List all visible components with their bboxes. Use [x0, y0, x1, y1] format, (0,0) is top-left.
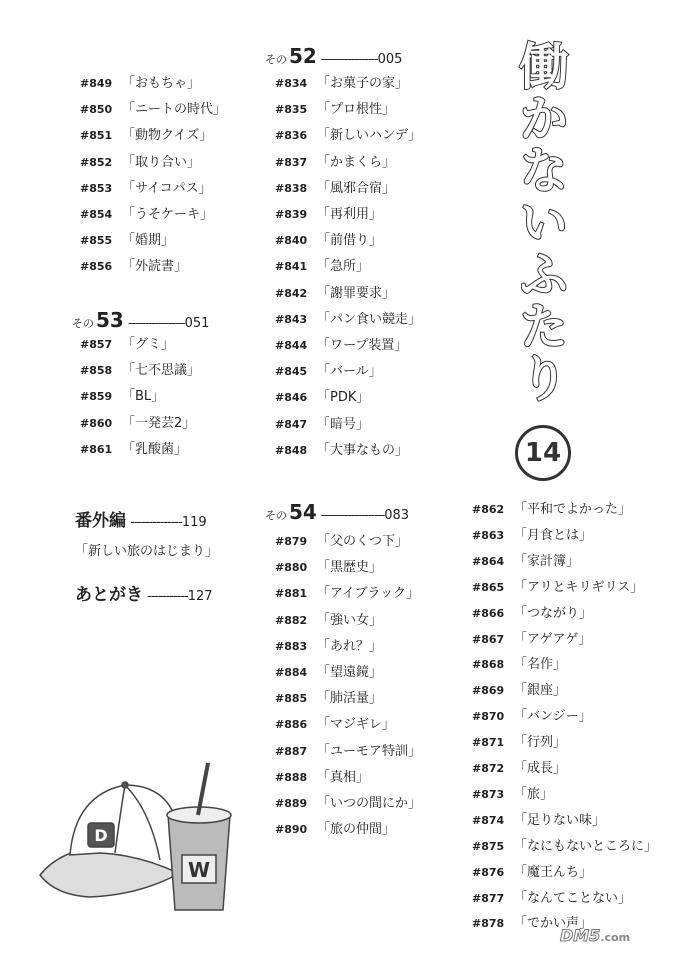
episode-title: 「旅」	[514, 786, 554, 802]
episode-title: 「かまくら」	[317, 154, 396, 170]
episode-number: #837	[275, 155, 308, 169]
episode-title: 「家計簿」	[514, 553, 580, 569]
episode-title: 「肺活量」	[317, 691, 383, 707]
episode-row	[275, 582, 419, 601]
episode-number: #855	[80, 234, 113, 248]
site-logo	[560, 926, 630, 945]
episode-number: #842	[275, 286, 308, 300]
episode-row	[472, 550, 579, 569]
episode-row	[275, 439, 408, 458]
episode-row	[472, 809, 605, 828]
episode-row	[80, 255, 187, 274]
episode-number: #853	[80, 181, 113, 195]
episode-title: 「おもちゃ」	[122, 76, 201, 91]
episode-number: #883	[275, 639, 308, 653]
episode-row	[472, 576, 643, 595]
episode-row	[472, 679, 566, 698]
episode-row	[275, 818, 395, 837]
episode-row	[275, 308, 421, 327]
episode-title: 「平和でよかった」	[514, 502, 632, 517]
episode-title: 「ニートの時代」	[122, 102, 227, 118]
episode-row	[80, 98, 226, 117]
episode-number: #884	[275, 666, 308, 679]
episode-title: 「強い女」	[317, 612, 383, 628]
episode-title: 「ワープ装置」	[317, 338, 408, 353]
episode-row	[80, 72, 200, 91]
episode-title: 「サイコパス」	[122, 180, 212, 196]
episode-title: 「お菓子の家」	[317, 76, 409, 91]
section-prefix: その	[72, 317, 94, 330]
episode-row	[275, 72, 408, 91]
episode-title: 「取り合い」	[122, 154, 201, 170]
episode-number: #869	[472, 684, 505, 698]
episode-row	[275, 98, 395, 117]
episode-number: #866	[472, 606, 505, 620]
episode-row	[275, 635, 382, 654]
episode-title: 「バール」	[317, 364, 382, 380]
episode-number: #846	[275, 391, 308, 405]
episode-number: #863	[472, 528, 505, 542]
logo-suffix: .com	[600, 931, 631, 944]
episode-title: 「再利用」	[317, 207, 383, 222]
episode-number: #859	[80, 390, 113, 404]
leader-dots: -------------------	[320, 508, 385, 522]
episode-number: #861	[80, 442, 113, 456]
episode-number: #882	[275, 613, 308, 627]
section-number: 54	[289, 500, 317, 524]
episode-row	[80, 385, 164, 404]
episode-row	[275, 713, 395, 732]
episode-title: 「なんてことない」	[514, 890, 632, 906]
episode-number: #875	[472, 839, 505, 853]
episode-title: 「バンジー」	[514, 709, 592, 725]
episode-title: 「あれ？」	[317, 638, 383, 654]
episode-title: 「旅の仲間」	[317, 822, 396, 838]
cup-letter: W	[187, 858, 211, 882]
episode-number: #838	[275, 181, 308, 195]
episode-title: 「成長」	[514, 761, 567, 776]
section-prefix: その	[265, 509, 287, 522]
episode-number: #840	[275, 234, 308, 248]
episode-number: #856	[80, 260, 113, 274]
episode-row	[275, 151, 395, 170]
afterword-header	[75, 580, 213, 605]
cap-letter: D	[94, 826, 108, 845]
episode-row	[275, 609, 382, 628]
episode-number: #886	[275, 718, 308, 732]
episode-title: 「PDK」	[317, 390, 370, 406]
episode-number: #874	[472, 813, 505, 827]
section-page: 005	[377, 52, 403, 67]
episode-row	[275, 766, 369, 785]
episode-row	[80, 412, 195, 431]
episode-number: #834	[275, 77, 308, 90]
episode-title: 「月食とは」	[514, 527, 593, 543]
episode-title: 「謝罪要求」	[317, 285, 396, 301]
episode-number: #836	[275, 129, 308, 143]
episode-title: 「前借り」	[317, 233, 383, 249]
episode-row	[472, 705, 592, 724]
episode-number: #845	[275, 365, 308, 379]
episode-row	[472, 653, 566, 672]
episode-number: #858	[80, 364, 113, 378]
episode-number: #871	[472, 736, 505, 750]
section-number: 53	[96, 308, 124, 332]
episode-row	[472, 861, 592, 880]
episode-row	[275, 282, 395, 301]
episode-number: #889	[275, 797, 308, 810]
section-page: 051	[184, 316, 210, 331]
episode-number: #865	[472, 580, 505, 594]
episode-number: #862	[472, 503, 505, 516]
episode-title: 「父のくつ下」	[317, 534, 409, 549]
episode-number: #844	[275, 339, 308, 352]
afterword-page: 127	[187, 589, 213, 604]
leader-dots: -----------------	[320, 52, 378, 66]
leader-dots: -----------	[147, 589, 188, 604]
episode-number: #881	[275, 587, 308, 601]
episode-title: 「望遠鏡」	[317, 665, 383, 680]
episode-title: 「名作」	[514, 657, 567, 673]
episode-row	[275, 740, 421, 759]
episode-title: 「プロ根性」	[317, 102, 396, 118]
section-page: 083	[384, 508, 410, 523]
episode-number: #849	[80, 77, 113, 90]
episode-title: 「黒歴史」	[317, 560, 383, 576]
episode-number: #879	[275, 535, 308, 548]
episode-number: #868	[472, 658, 505, 672]
leader-dots: -----------------	[127, 316, 185, 330]
episode-row	[80, 359, 200, 378]
episode-title: 「マジギレ」	[317, 717, 395, 733]
episode-number: #880	[275, 561, 308, 575]
episode-row	[80, 177, 212, 196]
episode-number: #870	[472, 710, 505, 724]
episode-title: 「アゲアゲ」	[514, 631, 592, 647]
episode-title: 「暗号」	[317, 416, 370, 432]
episode-number: #872	[472, 762, 505, 775]
episode-number: #851	[80, 129, 113, 143]
extra-chapter-header	[75, 506, 207, 531]
episode-row	[80, 203, 213, 222]
episode-number: #873	[472, 787, 505, 801]
episode-title: 「アイブラック」	[317, 586, 420, 602]
episode-title: 「つながり」	[514, 605, 593, 621]
episode-row	[80, 333, 174, 352]
extra-label: 番外編	[75, 511, 126, 531]
episode-title: 「七不思議」	[122, 363, 201, 379]
episode-number: #848	[275, 443, 308, 457]
episode-title: 「大事なもの」	[317, 442, 409, 458]
extra-page: 119	[181, 515, 207, 530]
episode-row	[275, 792, 421, 811]
episode-title: 「BL」	[122, 389, 165, 405]
episode-number: #843	[275, 312, 308, 326]
volume-badge: 14	[515, 425, 571, 481]
episode-number: #841	[275, 260, 308, 274]
episode-row	[80, 438, 187, 457]
episode-row	[472, 731, 566, 750]
episode-row	[275, 229, 382, 248]
episode-row	[472, 757, 566, 776]
episode-row	[472, 524, 592, 543]
episode-title: 「魔王んち」	[514, 864, 593, 880]
section-header-54	[265, 500, 409, 524]
section-header-53	[72, 308, 209, 332]
episode-number: #857	[80, 338, 113, 351]
episode-title: 「パン食い競走」	[317, 311, 422, 327]
episode-number: #847	[275, 417, 308, 431]
episode-title: 「行列」	[514, 735, 567, 751]
logo-main: DM5	[560, 926, 601, 945]
episode-title: 「グミ」	[122, 337, 175, 352]
episode-row	[275, 124, 421, 143]
leader-dots: --------------	[130, 515, 182, 530]
afterword-label: あとがき	[75, 585, 143, 605]
episode-number: #850	[80, 103, 113, 117]
episode-number: #876	[472, 865, 505, 879]
episode-row	[80, 124, 212, 143]
episode-title: 「乳酸菌」	[122, 441, 188, 457]
episode-row	[472, 498, 631, 517]
episode-title: 「風邪合宿」	[317, 180, 396, 196]
section-number: 52	[289, 44, 317, 68]
episode-row	[80, 229, 174, 248]
episode-number: #860	[80, 416, 113, 430]
episode-number: #887	[275, 744, 308, 758]
episode-title: 「うそケーキ」	[122, 207, 214, 222]
book-title: 働かないふたり	[511, 40, 569, 404]
section-header-52	[265, 44, 402, 68]
episode-number: #854	[80, 208, 113, 221]
episode-row	[472, 887, 631, 906]
episode-title: 「アリとキリギリス」	[514, 579, 644, 595]
episode-title: 「婚期」	[122, 233, 175, 249]
episode-row	[275, 255, 369, 274]
episode-row	[275, 530, 408, 549]
episode-title: 「足りない味」	[514, 812, 606, 828]
episode-row	[472, 628, 591, 647]
episode-title: 「動物クイズ」	[122, 128, 213, 144]
episode-row	[275, 386, 369, 405]
episode-row	[275, 203, 382, 222]
episode-number: #839	[275, 208, 308, 221]
episode-row	[275, 177, 395, 196]
episode-title: 「急所」	[317, 259, 370, 275]
episode-title: 「ユーモア特訓」	[317, 743, 422, 759]
episode-row	[275, 413, 369, 432]
episode-row	[275, 661, 382, 680]
episode-number: #890	[275, 823, 308, 837]
episode-title: 「一発芸2」	[122, 415, 196, 431]
episode-number: #885	[275, 692, 308, 706]
episode-number: #878	[472, 917, 505, 931]
episode-row	[275, 360, 382, 379]
episode-number: #864	[472, 554, 505, 568]
cap-and-cup-illustration	[30, 755, 250, 915]
episode-number: #835	[275, 103, 308, 117]
episode-title: 「でかい声」	[514, 916, 593, 932]
episode-title: 「銀座」	[514, 683, 567, 699]
episode-number: #877	[472, 891, 505, 905]
episode-title: 「真相」	[317, 769, 370, 785]
episode-row	[472, 835, 657, 854]
episode-title: 「いつの間にか」	[317, 796, 422, 811]
episode-row	[80, 151, 200, 170]
episode-row	[275, 334, 407, 353]
episode-row	[275, 687, 382, 706]
episode-row	[472, 783, 553, 802]
episode-number: #867	[472, 632, 505, 646]
episode-title: 「新しいハンデ」	[317, 128, 422, 144]
section-prefix: その	[265, 53, 287, 66]
extra-subtitle: 「新しい旅のはじまり」	[75, 544, 219, 559]
episode-number: #888	[275, 770, 308, 784]
episode-title: 「なにもないところに」	[514, 838, 658, 854]
episode-row	[472, 602, 592, 621]
episode-row	[275, 556, 382, 575]
episode-title: 「外読書」	[122, 259, 188, 275]
episode-number: #852	[80, 155, 113, 169]
